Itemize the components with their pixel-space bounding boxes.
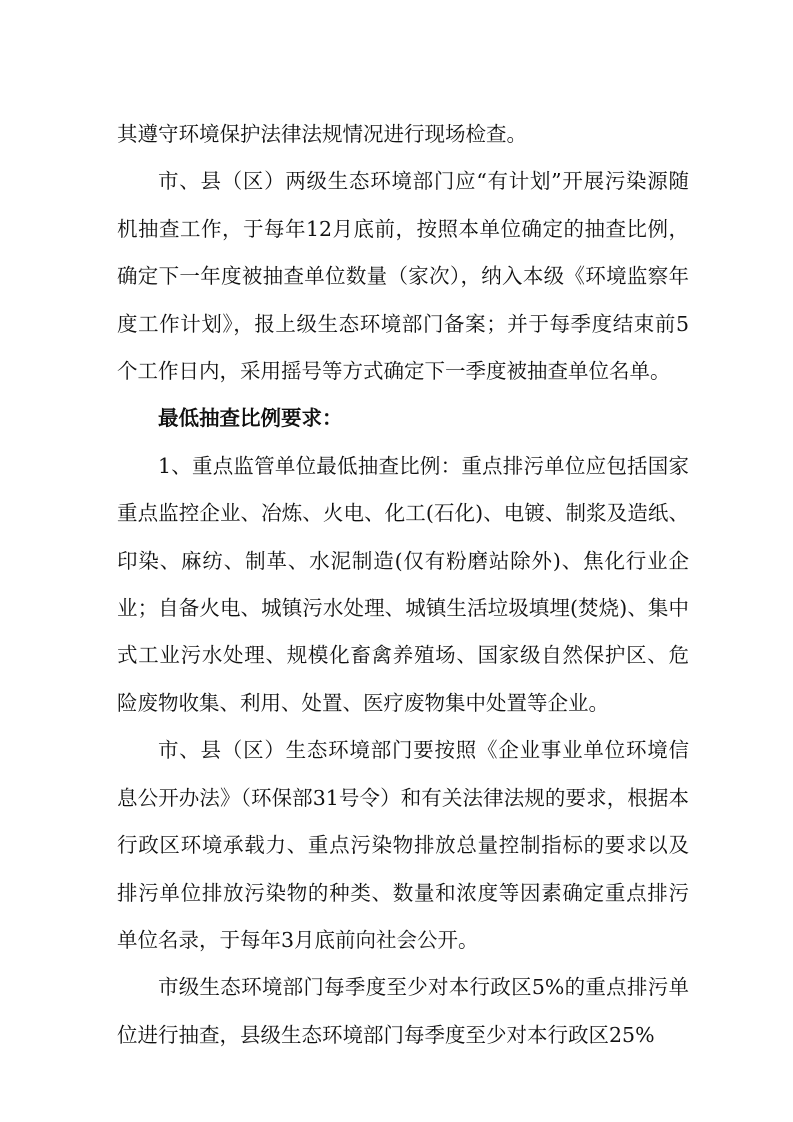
paragraph-key-units-ratio: 1、重点监管单位最低抽查比例：重点排污单位应包括国家重点监控企业、冶炼、火电、化工(石化)、电镀、制浆及造纸、印染、麻纺、制革、水泥制造(仅有粉磨站除外)、焦化行业企业；自备火电、城镇污水处理、城镇生活垃圾填埋(焚烧)、集中式工业污水处理、规模化畜禽养殖场、国家级自然保护区、危险废物收集、利用、处置、医疗废物集中处置等企业。 — [117, 453, 689, 715]
section-heading-minimum-ratio: 最低抽查比例要求： — [158, 406, 343, 431]
paragraph-random-inspection-plan: 市、县（区）两级生态环境部门应“有计划”开展污染源随机抽查工作，于每年12月底前，按照本单位确定的抽查比例，确定下一年度被抽查单位数量（家次），纳入本级《环境监察年度工作计划》，报上级生态环境部门备案；并于每季度结束前5个工作日内，采用摇号等方式确定下一季度被抽查单位名单。 — [117, 169, 689, 384]
paragraph-quarterly-inspection: 市级生态环境部门每季度至少对本行政区5%的重点排污单位进行抽查，县级生态环境部门每季度至少对本行政区25% — [117, 975, 689, 1047]
document-body — [117, 111, 689, 1059]
paragraph-continuation: 其遵守环境保护法律法规情况进行现场检查。 — [117, 122, 527, 146]
paragraph-key-polluter-list: 市、县（区）生态环境部门要按照《企业事业单位环境信息公开办法》（环保部31号令）和有关法律法规的要求，根据本行政区环境承载力、重点污染物排放总量控制指标的要求以及排污单位排放污染物的种类、数量和浓度等因素确定重点排污单位名录，于每年3月底前向社会公开。 — [117, 738, 689, 952]
